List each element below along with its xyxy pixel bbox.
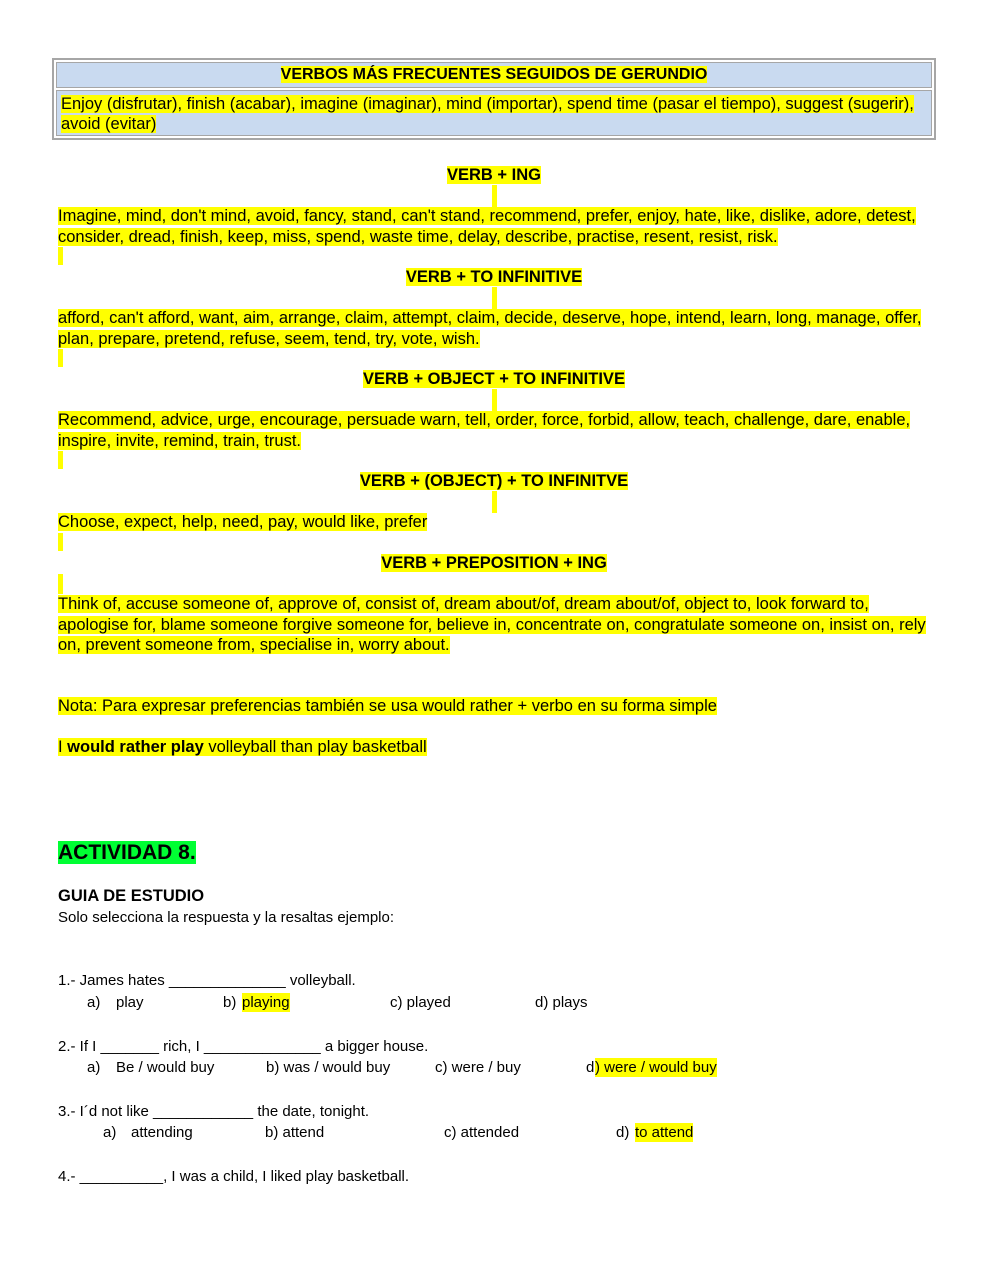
q2-option-d-letter[interactable]: d xyxy=(586,1059,595,1076)
q2-option-b[interactable]: b) was / would buy xyxy=(266,1059,391,1076)
gerund-table-title: VERBOS MÁS FRECUENTES SEGUIDOS DE GERUNDIO xyxy=(280,66,708,83)
gerund-verbs-table xyxy=(52,58,936,140)
q1-option-b-selected[interactable]: playing xyxy=(242,994,290,1011)
section-heading-text: VERB + (OBJECT) + TO INFINITVE xyxy=(359,472,629,490)
note-highlight: Nota: Para expresar preferencias también se usa would rather + verbo en su forma simple xyxy=(58,697,717,715)
q1-option-a-letter[interactable]: a) xyxy=(87,994,101,1011)
q1-option-b-letter[interactable]: b) xyxy=(223,994,237,1011)
q3-option-a[interactable]: attending xyxy=(131,1124,193,1141)
highlight-connector xyxy=(492,287,497,309)
section-heading-text: VERB + ING xyxy=(447,166,541,184)
highlight-connector xyxy=(58,247,63,265)
guide-title: GUIA DE ESTUDIO xyxy=(58,887,205,905)
example-sentence xyxy=(58,737,930,758)
q1-option-c[interactable]: c) played xyxy=(390,994,451,1011)
q3-option-a-letter[interactable]: a) xyxy=(103,1124,117,1141)
section-text-verb-preposition-ing xyxy=(58,594,930,656)
section-heading-text: VERB + OBJECT + TO INFINITIVE xyxy=(363,370,625,388)
section-heading-text: VERB + PREPOSITION + ING xyxy=(381,554,607,572)
question-1: 1.- James hates ______________ volleyball. xyxy=(58,972,356,989)
q1-option-a[interactable]: play xyxy=(116,994,144,1011)
section-heading-verb-preposition-ing xyxy=(58,553,930,573)
q2-option-d-selected[interactable]: ) were / would buy xyxy=(595,1059,717,1076)
section-heading-verb-to-infinitive xyxy=(58,267,930,287)
section-text-verb-optional-object-to-infinitive xyxy=(58,512,930,533)
section-text: Imagine, mind, don't mind, avoid, fancy, stand, can't stand, recommend, prefer, enjoy, hate, like, dislike, adore, detest, consider, dread, finish, keep, miss, spend, waste time, delay, describe, practise, resent, resist, risk. xyxy=(58,207,916,246)
section-heading-verb-ing xyxy=(58,165,930,185)
section-text: Choose, expect, help, need, pay, would like, prefer xyxy=(58,513,428,531)
question-3: 3.- I´d not like ____________ the date, tonight. xyxy=(58,1103,370,1120)
guide-subtitle: Solo selecciona la respuesta y la resaltas ejemplo: xyxy=(58,909,395,926)
note-text xyxy=(58,696,930,717)
section-text: Think of, accuse someone of, approve of, consist of, dream about/of, dream about/of, object to, look forward to, apologise for, blame someone forgive someone for, believe in, concentrate on, congratulate someone on, insist on, rely on, prevent someone from, specialise in, worry about. xyxy=(58,595,926,654)
highlight-connector xyxy=(58,533,63,551)
question-2: 2.- If I _______ rich, I ______________ a bigger house. xyxy=(58,1038,429,1055)
section-text-verb-ing xyxy=(58,206,930,247)
section-heading-text: VERB + TO INFINITIVE xyxy=(405,268,583,286)
section-text: afford, can't afford, want, aim, arrange, claim, attempt, claim, decide, deserve, hope, intend, learn, long, manage, offer, plan, prepare, pretend, refuse, seem, tend, try, vote, wish. xyxy=(58,309,922,348)
section-heading-verb-optional-object-to-infinitive xyxy=(58,471,930,491)
example-post: volleyball than play basketball xyxy=(203,738,427,756)
highlight-connector xyxy=(58,349,63,367)
gerund-table-header xyxy=(56,62,932,88)
q3-option-d-selected[interactable]: to attend xyxy=(635,1124,694,1141)
q3-option-d-letter[interactable]: d) xyxy=(616,1124,630,1141)
q2-option-c[interactable]: c) were / buy xyxy=(435,1059,521,1076)
section-text: Recommend, advice, urge, encourage, persuade warn, tell, order, force, forbid, allow, teach, challenge, dare, enable, inspire, invite, remind, train, trust. xyxy=(58,411,911,450)
q2-option-a[interactable]: Be / would buy xyxy=(116,1059,215,1076)
activity-title-text: ACTIVIDAD 8. xyxy=(58,841,196,864)
activity-title xyxy=(58,840,196,866)
section-heading-verb-object-to-infinitive xyxy=(58,369,930,389)
section-text-verb-object-to-infinitive xyxy=(58,410,930,451)
highlight-connector xyxy=(58,451,63,469)
example-pre: I xyxy=(58,738,68,756)
question-4: 4.- __________, I was a child, I liked play basketball. xyxy=(58,1168,410,1185)
q1-option-d[interactable]: d) plays xyxy=(535,994,588,1011)
example-bold: would rather play xyxy=(67,738,204,756)
q2-option-a-letter[interactable]: a) xyxy=(87,1059,101,1076)
example-highlight xyxy=(58,738,427,756)
q3-option-c[interactable]: c) attended xyxy=(444,1124,520,1141)
section-text-verb-to-infinitive xyxy=(58,308,930,349)
highlight-connector xyxy=(492,491,497,513)
q3-option-b[interactable]: b) attend xyxy=(265,1124,325,1141)
highlight-connector xyxy=(492,389,497,411)
highlight-connector xyxy=(492,185,497,207)
highlight-connector xyxy=(58,574,63,594)
gerund-table-body xyxy=(56,90,932,136)
gerund-table-text: Enjoy (disfrutar), finish (acabar), imagine (imaginar), mind (importar), spend time (pasar el tiempo), suggest (sugerir), avoid (evitar) xyxy=(61,95,914,133)
